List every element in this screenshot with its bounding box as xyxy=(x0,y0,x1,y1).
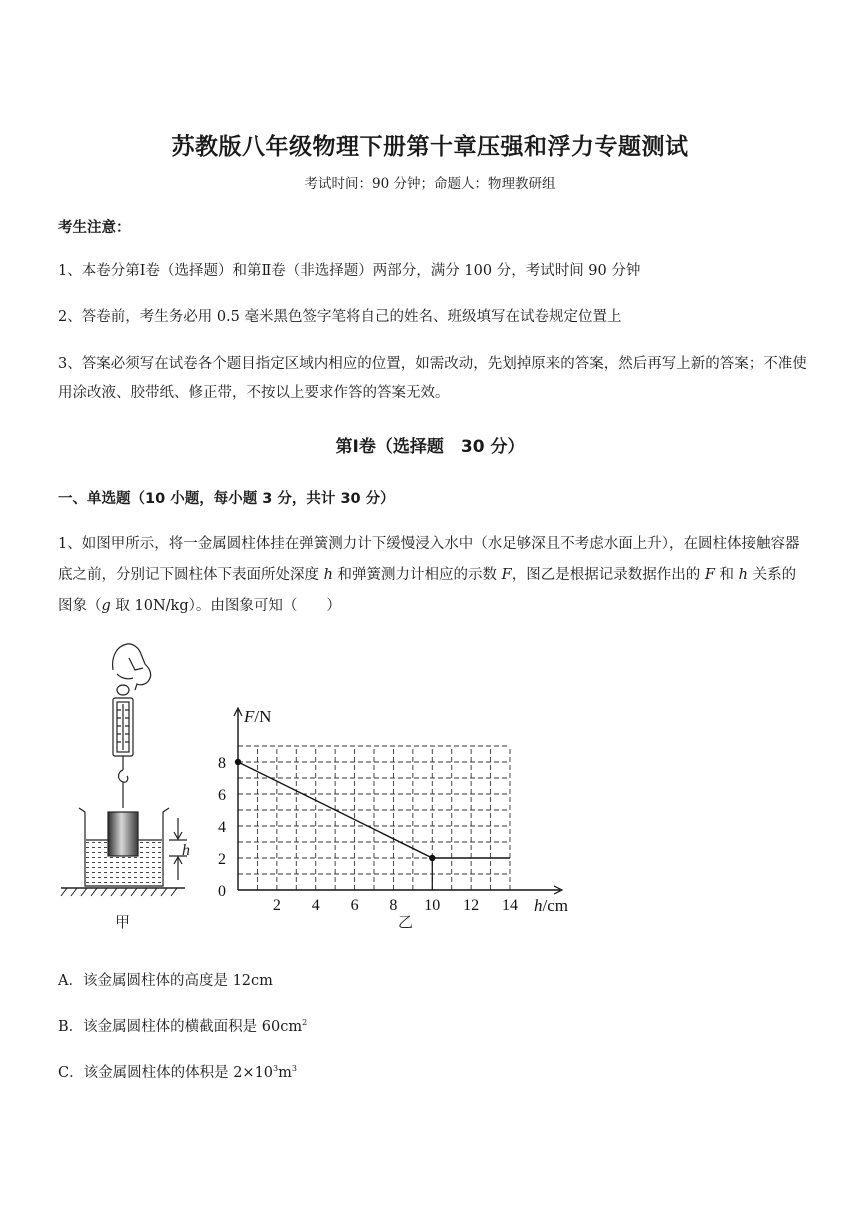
page-title: 苏教版八年级物理下册第十章压强和浮力专题测试 xyxy=(171,134,689,160)
x-tick-label: 2 xyxy=(272,897,281,914)
stem-var: F xyxy=(704,567,715,583)
option-a: A．该金属圆柱体的高度是 12cm xyxy=(58,973,273,989)
x-tick-label: 14 xyxy=(502,897,518,914)
data-point xyxy=(429,855,435,861)
stem-text: 1、如图甲所示，将一金属圆柱体挂在弹簧测力计下缓慢浸入水中（水足够深且不考虑水面上升），在圆柱体接触容器底之前，分别记下圆柱体下表面所处深度 xyxy=(58,536,800,583)
figure-label-yi: 乙 xyxy=(398,913,414,931)
data-point xyxy=(235,759,241,765)
option-c-text: C．该金属圆柱体的体积是 2×10 xyxy=(58,1065,274,1081)
hook-icon xyxy=(119,770,128,782)
force-depth-chart xyxy=(218,707,568,915)
x-axis-label xyxy=(534,896,568,915)
x-tick-label: 6 xyxy=(350,897,359,914)
part-heading: 一、单选题（10 小题，每小题 3 分，共计 30 分） xyxy=(58,491,395,507)
option-c-sup: 3 xyxy=(291,1064,297,1073)
stem-var: g xyxy=(101,598,111,614)
y-tick-label: 4 xyxy=(218,819,226,836)
x-axis-var: h xyxy=(534,896,543,915)
figure-label-jia: 甲 xyxy=(115,913,131,931)
y-axis-unit: /N xyxy=(254,707,272,726)
hand-icon xyxy=(113,644,151,690)
x-tick-label: 4 xyxy=(311,897,320,914)
depth-label: h xyxy=(182,842,190,859)
notice-item-3: 3、答案必须写在试卷各个题目指定区域内相应的位置，如需改动，先划掉原来的答案，然后再写上新的答案；不准使用涂改液、胶带纸、修正带，不按以上要求作答的答案无效。 xyxy=(58,356,807,401)
question-1-figure xyxy=(55,640,595,940)
stem-var: h xyxy=(323,567,333,583)
option-b-text: B．该金属圆柱体的横截面积是 60cm xyxy=(58,1019,303,1035)
x-tick-label: 8 xyxy=(389,897,398,914)
notice-item-1: 1、本卷分第Ⅰ卷（选择题）和第Ⅱ卷（非选择题）两部分，满分 100 分，考试时间 90 分钟 xyxy=(58,263,641,279)
y-tick-label: 8 xyxy=(218,755,226,772)
x-axis-unit: /cm xyxy=(542,896,568,915)
x-tick-label: 10 xyxy=(424,897,441,914)
stem-text: 关系的图象（ xyxy=(58,567,797,614)
notice-item-2: 2、答卷前，考生务必用 0.5 毫米黑色签字笔将自己的姓名、班级填写在试卷规定位置上 xyxy=(58,309,622,325)
option-c xyxy=(58,1061,297,1082)
x-tick-label: 12 xyxy=(463,897,480,914)
option-b-sup: 2 xyxy=(302,1018,308,1027)
stem-text: 和弹簧测力计相应的示数 xyxy=(332,567,502,583)
stem-text: ，图乙是根据记录数据作出的 xyxy=(511,567,705,583)
y-tick-label: 2 xyxy=(218,851,226,868)
option-c-sup: 3 xyxy=(273,1064,279,1073)
stem-text: 和 xyxy=(714,567,739,583)
apparatus-diagram xyxy=(61,644,187,896)
section-title: 第Ⅰ卷（选择题 30 分） xyxy=(335,437,525,457)
y-axis-var: F xyxy=(244,707,255,726)
stem-var: F xyxy=(501,567,512,583)
option-c-unit: m xyxy=(278,1065,292,1081)
metal-cylinder xyxy=(108,812,138,856)
origin-label: 0 xyxy=(218,883,226,900)
notice-heading: 考生注意： xyxy=(58,220,131,236)
y-axis-label xyxy=(243,707,271,726)
ring-icon xyxy=(117,685,129,695)
option-b xyxy=(58,1015,307,1036)
stem-text: 取 10N/kg）。由图象可知（ ） xyxy=(110,598,341,614)
y-tick-label: 6 xyxy=(218,787,226,804)
stem-var: h xyxy=(738,567,748,583)
question-1-stem xyxy=(58,529,808,622)
exam-subtitle: 考试时间：90 分钟；命题人：物理教研组 xyxy=(304,176,556,192)
